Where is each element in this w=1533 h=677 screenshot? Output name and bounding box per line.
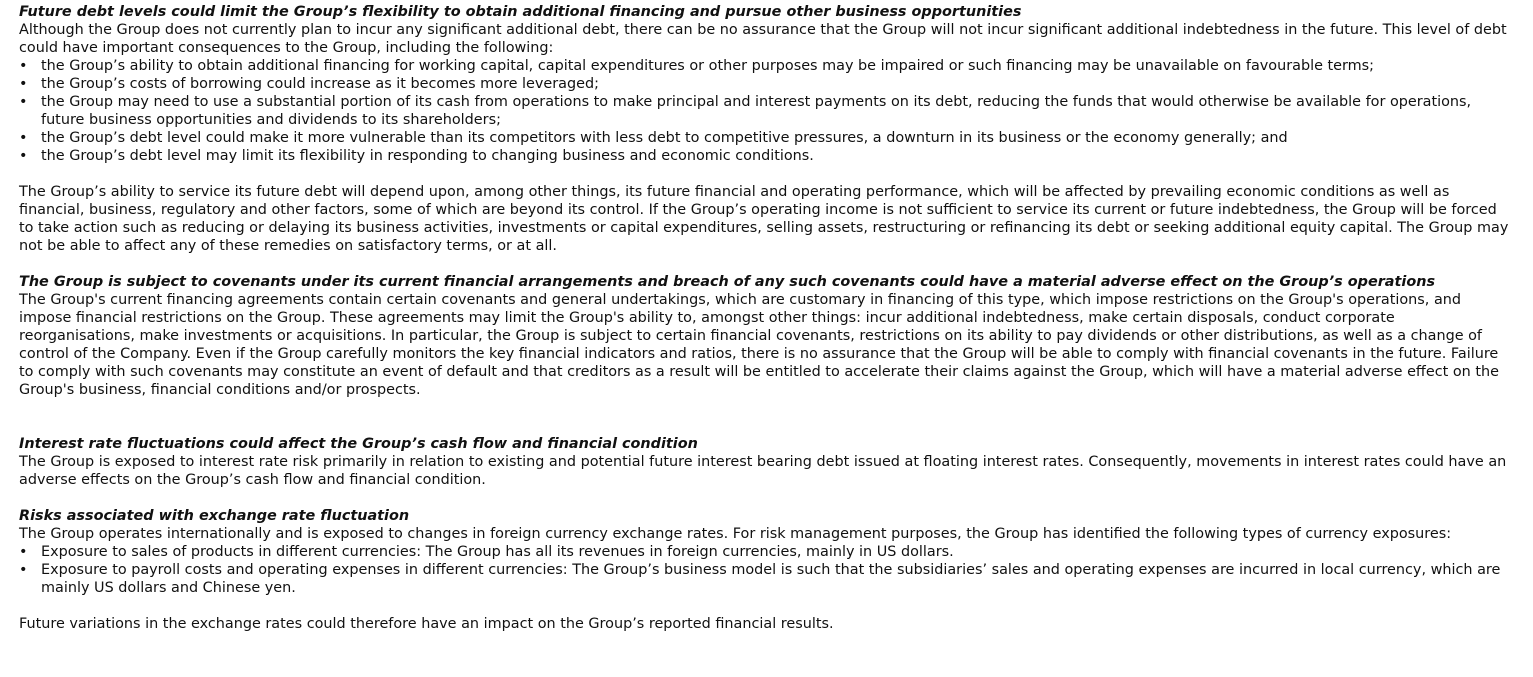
list-item-text: the Group may need to use a substantial portion of its cash from operations to make principal and interest payments on its debt, reducing the funds that would otherwise be available for operations, future business opportunities and dividends to its shareholders; [41, 94, 1472, 128]
section-interest-rate [19, 435, 1533, 489]
list-item-text: Exposure to payroll costs and operating expenses in different currencies: The Group’s business model is such that the subsidiaries’ sales and operating expenses are incurred in local currency, which are mainly US dollars and Chinese yen. [41, 562, 1501, 596]
bullet-icon: • [19, 94, 28, 110]
section-heading: The Group is subject to covenants under its current financial arrangements and breach of any such covenants could have a material adverse effect on the Group’s operations [19, 274, 1436, 290]
list-item-text: the Group’s debt level could make it more vulnerable than its competitors with less debt to competitive pressures, a downturn in its business or the economy generally; and [41, 130, 1288, 146]
spacer [19, 399, 1533, 435]
section-exchange-rate [19, 507, 1533, 633]
section-covenants [19, 273, 1533, 399]
spacer [19, 255, 1533, 273]
list-item [19, 147, 1509, 165]
list-item [19, 543, 1509, 561]
section-closing: The Group’s ability to service its future debt will depend upon, among other things, its future financial and operating performance, which will be affected by prevailing economic conditions as well as financial, business, regulatory and other factors, some of which are beyond its control. If the Group’s operating income is not sufficient to service its current or future indebtedness, the Group will be forced to take action such as reducing or delaying its business activities, investments or capital expenditures, selling assets, restructuring or refinancing its debt or seeking additional equity capital. The Group may not be able to affect any of these remedies on satisfactory terms, or at all. [19, 184, 1509, 254]
list-item-text: the Group’s ability to obtain additional financing for working capital, capital expenditures or other purposes may be impaired or such financing may be unavailable on favourable terms; [41, 58, 1375, 74]
bullet-icon: • [19, 544, 28, 560]
section-heading: Risks associated with exchange rate fluctuation [19, 508, 410, 524]
list-item-text: the Group’s costs of borrowing could increase as it becomes more leveraged; [41, 76, 599, 92]
section-future-debt [19, 3, 1533, 255]
list-item [19, 129, 1509, 147]
section-intro: Although the Group does not currently plan to incur any significant additional debt, there can be no assurance that the Group will not incur significant additional indebtedness in the future. This level of debt could have important consequences to the Group, including the following: [19, 22, 1507, 56]
section-heading: Interest rate fluctuations could affect the Group’s cash flow and financial condition [19, 436, 698, 452]
section-heading: Future debt levels could limit the Group’s flexibility to obtain additional financing and pursue other business opportunities [19, 4, 1022, 20]
spacer [19, 489, 1533, 507]
list-item [19, 75, 1509, 93]
bullet-icon: • [19, 148, 28, 164]
section-body: The Group's current financing agreements contain certain covenants and general undertakings, which are customary in financing of this type, which impose restrictions on the Group's operations, and impose financial restrictions on the Group. These agreements may limit the Group's ability to, amongst other things: incur additional indebtedness, make certain disposals, conduct corporate reorganisations, make investments or acquisitions. In particular, the Group is subject to certain financial covenants, restrictions on its ability to pay dividends or other distributions, as well as a change of control of the Company. Even if the Group carefully monitors the key financial indicators and ratios, there is no assurance that the Group will be able to comply with financial covenants in the future. Failure to comply with such covenants may constitute an event of default and that creditors as a result will be entitled to accelerate their claims against the Group, which will have a material adverse effect on the Group's business, financial conditions and/or prospects. [19, 292, 1499, 398]
bullet-icon: • [19, 130, 28, 146]
list-item [19, 561, 1509, 597]
bullet-list [19, 543, 1509, 597]
spacer [19, 165, 1533, 183]
bullet-list [19, 57, 1509, 165]
section-body: The Group is exposed to interest rate risk primarily in relation to existing and potential future interest bearing debt issued at floating interest rates. Consequently, movements in interest rates could have an adverse effects on the Group’s cash flow and financial condition. [19, 454, 1507, 488]
section-intro: The Group operates internationally and is exposed to changes in foreign currency exchange rates. For risk management purposes, the Group has identified the following types of currency exposures: [19, 526, 1452, 542]
bullet-icon: • [19, 76, 28, 92]
bullet-icon: • [19, 562, 28, 578]
list-item [19, 57, 1509, 75]
list-item-text: the Group’s debt level may limit its flexibility in responding to changing business and economic conditions. [41, 148, 814, 164]
spacer [19, 597, 1533, 615]
list-item [19, 93, 1509, 129]
section-closing: Future variations in the exchange rates could therefore have an impact on the Group’s reported financial results. [19, 616, 834, 632]
list-item-text: Exposure to sales of products in different currencies: The Group has all its revenues in foreign currencies, mainly in US dollars. [41, 544, 954, 560]
bullet-icon: • [19, 58, 28, 74]
